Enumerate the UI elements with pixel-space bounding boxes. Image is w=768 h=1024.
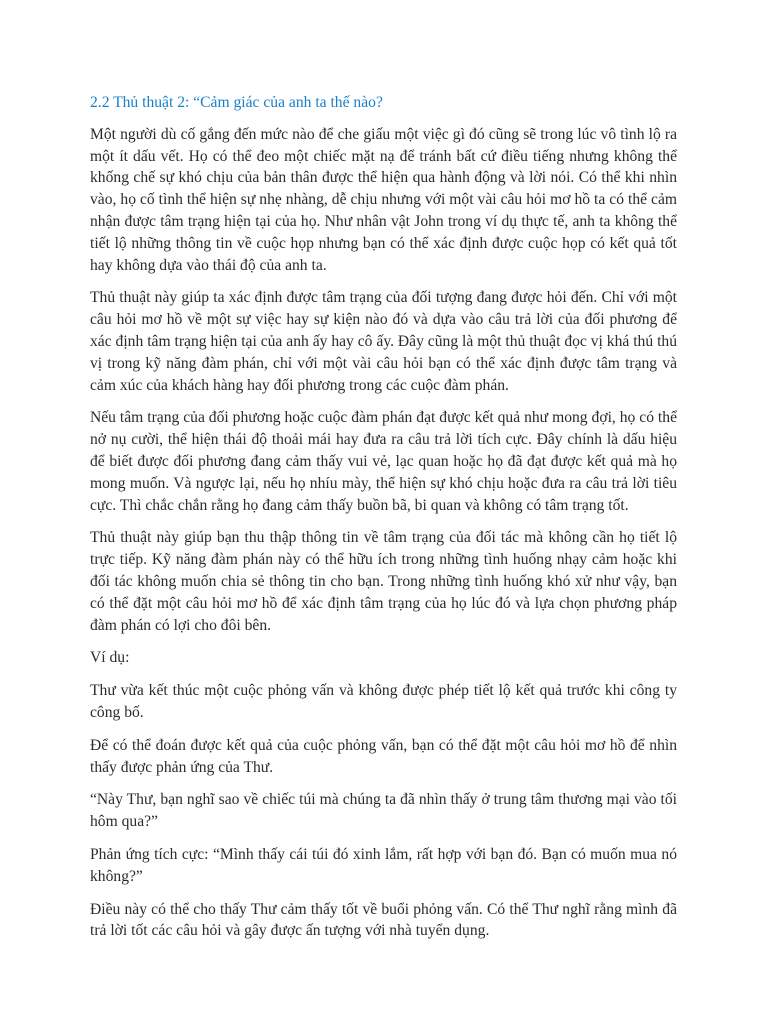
document-page <box>90 92 677 953</box>
quote-paragraph: “Này Thư, bạn nghĩ sao về chiếc túi mà chúng ta đã nhìn thấy ở trung tâm thương mại vào tối hôm qua?” <box>90 791 677 831</box>
paragraph: Nếu tâm trạng của đối phương hoặc cuộc đàm phán đạt được kết quả như mong đợi, họ có thể nở nụ cười, thể hiện thái độ thoải mái hay đưa ra câu trả lời tích cực. Đây chính là dấu hiệu để biết được đối phương đang cảm thấy vui vẻ, lạc quan hoặc họ đã đạt được kết quả mà họ mong muốn. Và ngược lại, nếu họ nhíu mày, thể hiện sự khó chịu hoặc đưa ra câu trả lời tiêu cực. Thì chắc chắn rằng họ đang cảm thấy buồn bã, bi quan và không có tâm trạng tốt. <box>90 409 677 514</box>
paragraph: Một người dù cố gắng đến mức nào để che giấu một việc gì đó cũng sẽ trong lúc vô tình lộ ra một ít dấu vết. Họ có thể đeo một chiếc mặt nạ để tránh bất cứ điều tiếng nhưng không thể khống chế sự khó chịu của bản thân được thể hiện qua hành động và lời nói. Có thể khi nhìn vào, họ cố tình thể hiện sự nhẹ nhàng, dễ chịu nhưng với một vài câu hỏi mơ hồ ta có thể cảm nhận được tâm trạng hiện tại của họ. Như nhân vật John trong ví dụ thực tế, anh ta không thể tiết lộ những thông tin về cuộc họp nhưng bạn có thể xác định được cuộc họp có kết quả tốt hay không dựa vào thái độ của anh ta. <box>90 125 677 274</box>
paragraph: Thủ thuật này giúp bạn thu thập thông tin về tâm trạng của đối tác mà không cần họ tiết lộ trực tiếp. Kỹ năng đàm phán này có thể hữu ích trong những tình huống nhạy cảm hoặc khi đối tác không muốn chia sẻ thông tin cho bạn. Trong những tình huống khó xử như vậy, bạn có thể đặt một câu hỏi mơ hồ để xác định tâm trạng của họ lúc đó và lựa chọn phương pháp đàm phán có lợi cho đôi bên. <box>90 529 677 634</box>
paragraph: Điều này có thể cho thấy Thư cảm thấy tốt về buổi phỏng vấn. Có thể Thư nghĩ rằng mình đã trả lời tốt các câu hỏi và gây được ấn tượng với nhà tuyển dụng. <box>90 900 677 940</box>
paragraph: Để có thể đoán được kết quả của cuộc phỏng vấn, bạn có thể đặt một câu hỏi mơ hồ để nhìn thấy được phản ứng của Thư. <box>90 736 677 776</box>
example-label: Ví dụ: <box>90 649 130 667</box>
paragraph: Thư vừa kết thúc một cuộc phỏng vấn và không được phép tiết lộ kết quả trước khi công ty công bố. <box>90 682 677 721</box>
section-heading: 2.2 Thủ thuật 2: “Cảm giác của anh ta thế nào? <box>90 94 383 111</box>
paragraph: Phản ứng tích cực: “Mình thấy cái túi đó xinh lắm, rất hợp với bạn đó. Bạn có muốn mua nó không?” <box>90 845 677 885</box>
paragraph: Thủ thuật này giúp ta xác định được tâm trạng của đối tượng đang được hỏi đến. Chỉ với một câu hỏi mơ hồ về một sự việc hay sự kiện nào đó và dựa vào câu trả lời của đối phương để xác định tâm trạng hiện tại của anh ấy hay cô ấy. Đây cũng là một thủ thuật đọc vị khá thú thú vị trong kỹ năng đàm phán, chỉ với một vài câu hỏi bạn có thể xác định được tâm trạng và cảm xúc của khách hàng hay đối phương trong các cuộc đàm phán. <box>90 289 677 394</box>
